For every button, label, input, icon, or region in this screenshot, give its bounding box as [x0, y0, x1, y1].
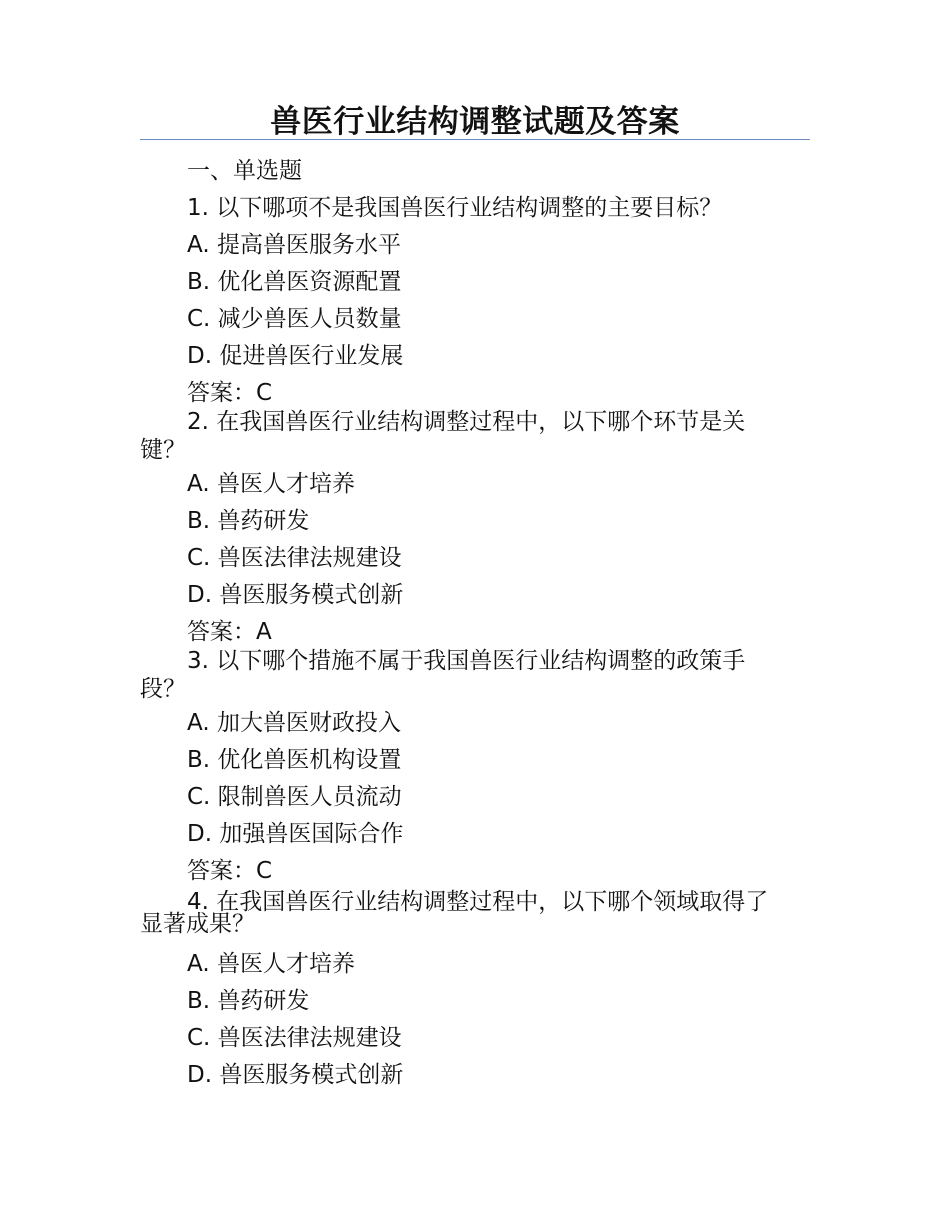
- document-title: 兽医行业结构调整试题及答案: [270, 104, 680, 140]
- question-3-option-d: D. 加强兽医国际合作: [187, 821, 404, 847]
- question-3-stem-line-1: 3. 以下哪个措施不属于我国兽医行业结构调整的政策手: [187, 648, 746, 674]
- question-2-option-a: A. 兽医人才培养: [187, 471, 355, 497]
- question-4-option-c: C. 兽医法律法规建设: [187, 1025, 402, 1051]
- question-1-stem: 1. 以下哪项不是我国兽医行业结构调整的主要目标？: [187, 195, 723, 221]
- question-4-option-a: A. 兽医人才培养: [187, 951, 355, 977]
- question-4-option-b: B. 兽药研发: [187, 988, 310, 1014]
- question-2-option-d: D. 兽医服务模式创新: [187, 582, 404, 608]
- title-underline: [140, 139, 810, 140]
- question-1-option-c: C. 减少兽医人员数量: [187, 306, 402, 332]
- section-heading: 一、单选题: [187, 158, 302, 184]
- question-1-answer: 答案：C: [187, 380, 273, 406]
- question-1-option-d: D. 促进兽医行业发展: [187, 343, 404, 369]
- question-2-stem-line-1: 2. 在我国兽医行业结构调整过程中，以下哪个环节是关: [187, 409, 746, 435]
- question-3-stem: [140, 647, 810, 705]
- question-4-option-d: D. 兽医服务模式创新: [187, 1062, 404, 1088]
- question-4-stem-line-1: 4. 在我国兽医行业结构调整过程中，以下哪个领域取得了: [187, 889, 769, 915]
- question-4-stem: [140, 888, 810, 946]
- question-3-option-a: A. 加大兽医财政投入: [187, 710, 401, 736]
- question-3-stem-line-2: 段？: [140, 676, 186, 702]
- question-1-option-b: B. 优化兽医资源配置: [187, 269, 402, 295]
- question-1-option-a: A. 提高兽医服务水平: [187, 232, 401, 258]
- question-2-stem-line-2: 键？: [140, 437, 186, 463]
- question-3-option-c: C. 限制兽医人员流动: [187, 784, 402, 810]
- question-2-option-c: C. 兽医法律法规建设: [187, 545, 402, 571]
- question-2-answer: 答案：A: [187, 619, 272, 645]
- question-3-answer: 答案：C: [187, 858, 273, 884]
- question-2-stem: [140, 408, 810, 466]
- question-4-stem-line-2: 显著成果？: [140, 911, 255, 937]
- question-2-option-b: B. 兽药研发: [187, 508, 310, 534]
- question-3-option-b: B. 优化兽医机构设置: [187, 747, 402, 773]
- document-body: [140, 153, 810, 1094]
